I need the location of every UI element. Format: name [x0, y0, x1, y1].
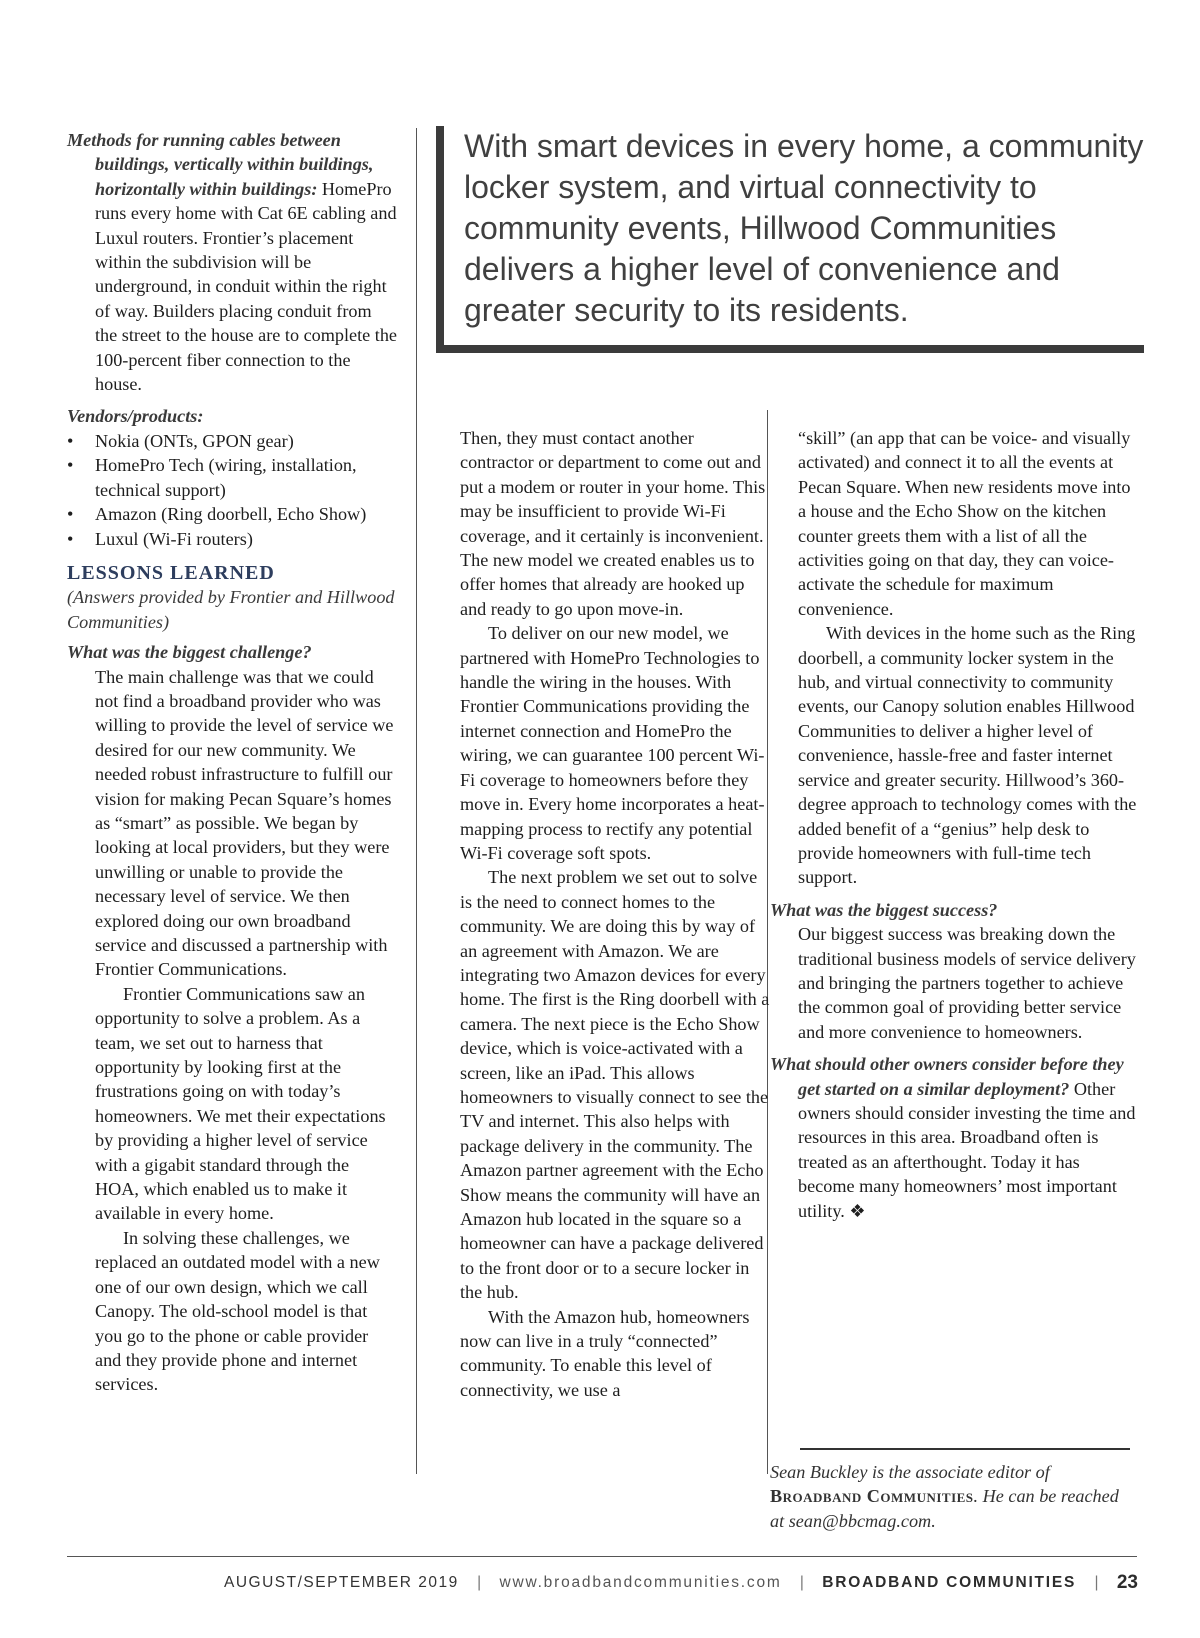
- body-paragraph: “skill” (an app that can be voice- and visually activated) and connect it to all the events at Pecan Square. When new residents move into a house and the Echo Show on the kitchen counter greets them with a list of all the activities going on that day, they can voice-activate the schedule for maximum convenience.: [798, 428, 1131, 619]
- end-mark-icon: ❖: [849, 1200, 866, 1221]
- vendor-list: [67, 429, 397, 551]
- body-paragraph: To deliver on our new model, we partnered with HomePro Technologies to handle the wiring in the houses. With Frontier Communications providing the internet connection and HomePro the wiring, we can guarantee 100 percent Wi-Fi coverage to homeowners before they move in. Every home incorporates a heat-mapping process to rectify any potential Wi-Fi coverage soft spots.: [460, 623, 765, 863]
- methods-text: HomePro runs every home with Cat 6E cabling and Luxul routers. Frontier’s placement within the subdivision will be underground, in conduit within the right of way. Builders placing conduit from the street to the house are to complete the 100-percent fiber connection to the house.: [95, 178, 398, 395]
- body-paragraph: With devices in the home such as the Ring doorbell, a community locker system in the hub, and virtual connectivity to community events, our Canopy solution enables Hillwood Communities to deliver a higher level of convenience, hassle-free and faster internet service and greater security. Hillwood’s 360-degree approach to technology comes with the added benefit of a “genius” help desk to provide homeowners with full-time tech support.: [798, 623, 1137, 888]
- column-right: [770, 426, 1138, 1223]
- column-left: [67, 128, 397, 1397]
- footer-divider: [67, 1556, 1137, 1557]
- vendors-label: Vendors/products:: [67, 406, 204, 427]
- list-item: • Luxul (Wi-Fi routers): [67, 527, 397, 551]
- column-divider: [416, 128, 417, 1474]
- page-footer: [0, 1572, 1138, 1594]
- lessons-note: (Answers provided by Frontier and Hillwood Communities): [67, 587, 395, 632]
- list-item: • Amazon (Ring doorbell, Echo Show): [67, 502, 397, 526]
- body-paragraph: Then, they must contact another contractor or department to come out and put a modem or router in your home. This may be insufficient to provide Wi-Fi coverage, and it certainly is inconvenient. The new model we created enables us to offer homes that already are hooked up and ready to go upon move-in.: [460, 428, 766, 619]
- methods-label: Methods for running cables between buildings, vertically within buildings, horizontally within buildings:: [67, 130, 374, 199]
- methods-paragraph: [67, 128, 397, 396]
- consider-question: What should other owners consider before they get started on a similar deployment?: [770, 1054, 1124, 1099]
- footer-separator: |: [477, 1574, 482, 1591]
- success-question: What was the biggest success?: [770, 899, 998, 920]
- bio-divider: [800, 1448, 1130, 1450]
- list-item: • HomePro Tech (wiring, installation, technical support): [67, 453, 397, 502]
- bio-text: Sean Buckley is the associate editor of: [770, 1462, 1050, 1482]
- consider-paragraph: [770, 1052, 1138, 1223]
- challenge-question: What was the biggest challenge?: [67, 642, 312, 663]
- footer-separator: |: [799, 1574, 804, 1591]
- author-bio: [770, 1460, 1120, 1533]
- pull-quote: With smart devices in every home, a community locker system, and virtual connectivity to community events, Hillwood Communities delivers a higher level of convenience and greater security to its residents.: [436, 126, 1144, 353]
- footer-separator: |: [1094, 1574, 1099, 1591]
- bio-publication: Broadband Communities: [770, 1486, 974, 1507]
- footer-issue: AUGUST/SEPTEMBER 2019: [224, 1574, 459, 1591]
- success-answer: Our biggest success was breaking down the traditional business models of service delivery and bringing the partners together to achieve the common goal of providing better service and more convenience to homeowners.: [798, 924, 1136, 1042]
- column-middle: [460, 426, 772, 1402]
- body-paragraph: The next problem we set out to solve is the need to connect homes to the community. We are doing this by way of an agreement with Amazon. We are integrating two Amazon devices for every home. The first is the Ring doorbell with a camera. The next piece is the Echo Show device, which is voice-activated with a screen, like an iPad. This allows homeowners to visually connect to see the TV and internet. This also helps with package delivery in the community. The Amazon partner agreement with the Echo Show means the community will have an Amazon hub located in the square so a homeowner can have a package delivered to the front door or to a secure locker in the hub.: [460, 867, 770, 1303]
- list-item: • Nokia (ONTs, GPON gear): [67, 429, 397, 453]
- footer-url: www.broadbandcommunities.com: [499, 1574, 782, 1591]
- challenge-answer-p1: The main challenge was that we could not find a broadband provider who was willing to provide the level of service we desired for our new community. We needed robust infrastructure to fulfill our vision for making Pecan Square’s homes as “smart” as possible. We began by looking at local providers, but they were unwilling or unable to provide the necessary level of service. We then explored doing our own broadband service and discussed a partnership with Frontier Communications.: [95, 666, 394, 980]
- lessons-heading: LESSONS LEARNED: [67, 561, 275, 584]
- body-paragraph: With the Amazon hub, homeowners now can live in a truly “connected” community. To enable this level of connectivity, we use a: [460, 1306, 750, 1400]
- challenge-answer-p3: In solving these challenges, we replaced an outdated model with a new one of our own design, which we call Canopy. The old-school model is that you go to the phone or cable provider and they provide phone and internet services.: [95, 1227, 380, 1395]
- page-number: 23: [1116, 1572, 1138, 1593]
- bio-contact: . He can be reached at sean@bbcmag.com.: [770, 1486, 1119, 1531]
- challenge-answer-p2: Frontier Communications saw an opportunity to solve a problem. As a team, we set out to harness that opportunity by looking first at the frustrations going on with today’s homeowners. We met their expectations by providing a higher level of service with a gigabit standard through the HOA, which enabled us to make it available in every home.: [95, 983, 386, 1224]
- consider-answer: Other owners should consider investing the time and resources in this area. Broadband often is treated as an afterthought. Today it has become many homeowners’ most important utility.: [798, 1078, 1136, 1221]
- footer-publication: BROADBAND COMMUNITIES: [822, 1574, 1077, 1591]
